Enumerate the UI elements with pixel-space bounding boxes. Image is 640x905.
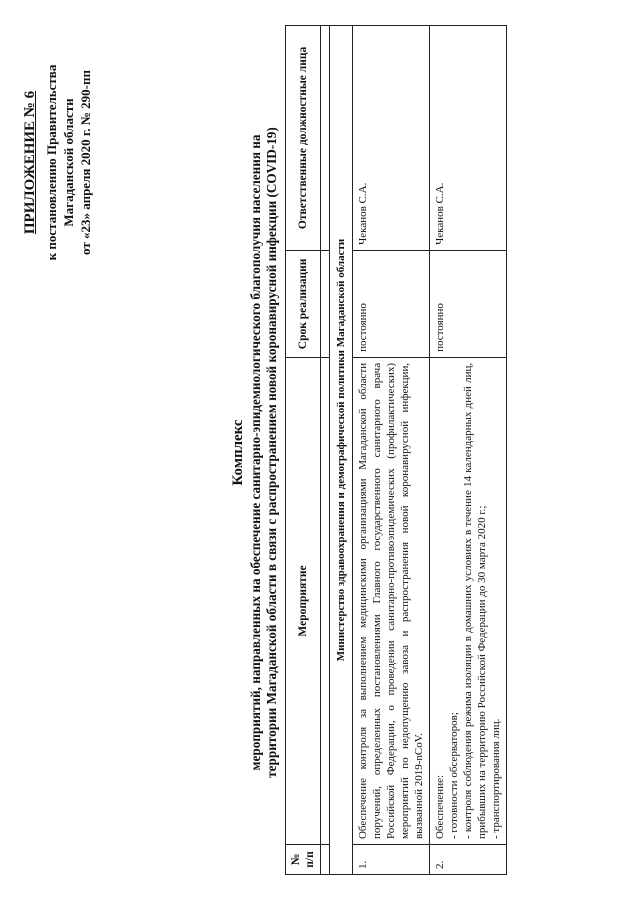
measures-table — [285, 25, 507, 875]
header-term: Срок реализации — [286, 250, 321, 357]
appendix-title: ПРИЛОЖЕНИЕ № 6 — [22, 90, 38, 235]
row-num: 2. — [430, 845, 507, 875]
appendix-line-1: к постановлению Правительства — [44, 64, 59, 261]
row-responsible: Чеканов С.А. — [430, 26, 507, 251]
row-measure-line: Обеспечение: — [434, 774, 446, 840]
row-term: постоянно — [430, 250, 507, 357]
row-num: 1. — [353, 845, 430, 875]
appendix-line-2: Магаданской области — [61, 98, 76, 227]
document-title-block — [230, 40, 280, 865]
document-title: Комплекс — [230, 419, 246, 486]
header-measure: Мероприятие — [286, 357, 321, 844]
section-title: Министерство здравоохранения и демографической политики Магаданской области — [330, 26, 353, 875]
header-responsible: Ответственные должностные лица — [286, 26, 321, 251]
row-measure-line: - контроля соблюдения режима изоляции в домашних условиях в течение 14 календарных дней лиц, прибывших на территорию Российской Федерации до 30 марта 2020 г.; — [462, 362, 488, 840]
document-subtitle-line-1: мероприятий, направленных на обеспечение санитарно-эпидемиологического благополучия населения на — [248, 134, 263, 771]
row-measure: Обеспечение контроля за выполнением медицинскими организациями Магаданской области поручений, определенных постановлениями Главного государственного санитарного врача Российской Федерации, о проведении санитарно-противоэпидемических (профилактических) мероприятий по недопущению завоза и распространения новой коронавирусной инфекции, вызванной 2019-nCoV. — [353, 357, 430, 844]
header-num: № п/п — [286, 845, 321, 875]
table-row — [353, 26, 430, 875]
row-measure-line: - транспортирования лиц. — [490, 718, 502, 840]
row-measure — [430, 357, 507, 844]
row-responsible: Чеканов С.А. — [353, 26, 430, 251]
table-spacer-row — [321, 26, 330, 875]
table-header-row — [286, 26, 321, 875]
table-row — [430, 26, 507, 875]
document-subtitle-line-2: территории Магаданской области в связи с распространением новой коронавирусной инфекции (COVID-19) — [264, 127, 279, 778]
appendix-line-3: от «23» апреля 2020 г. № 290-пп — [78, 70, 93, 255]
row-measure-line: - готовности обсерваторов; — [448, 712, 460, 840]
appendix-header — [22, 40, 94, 285]
row-term: постоянно — [353, 250, 430, 357]
section-row — [330, 26, 353, 875]
